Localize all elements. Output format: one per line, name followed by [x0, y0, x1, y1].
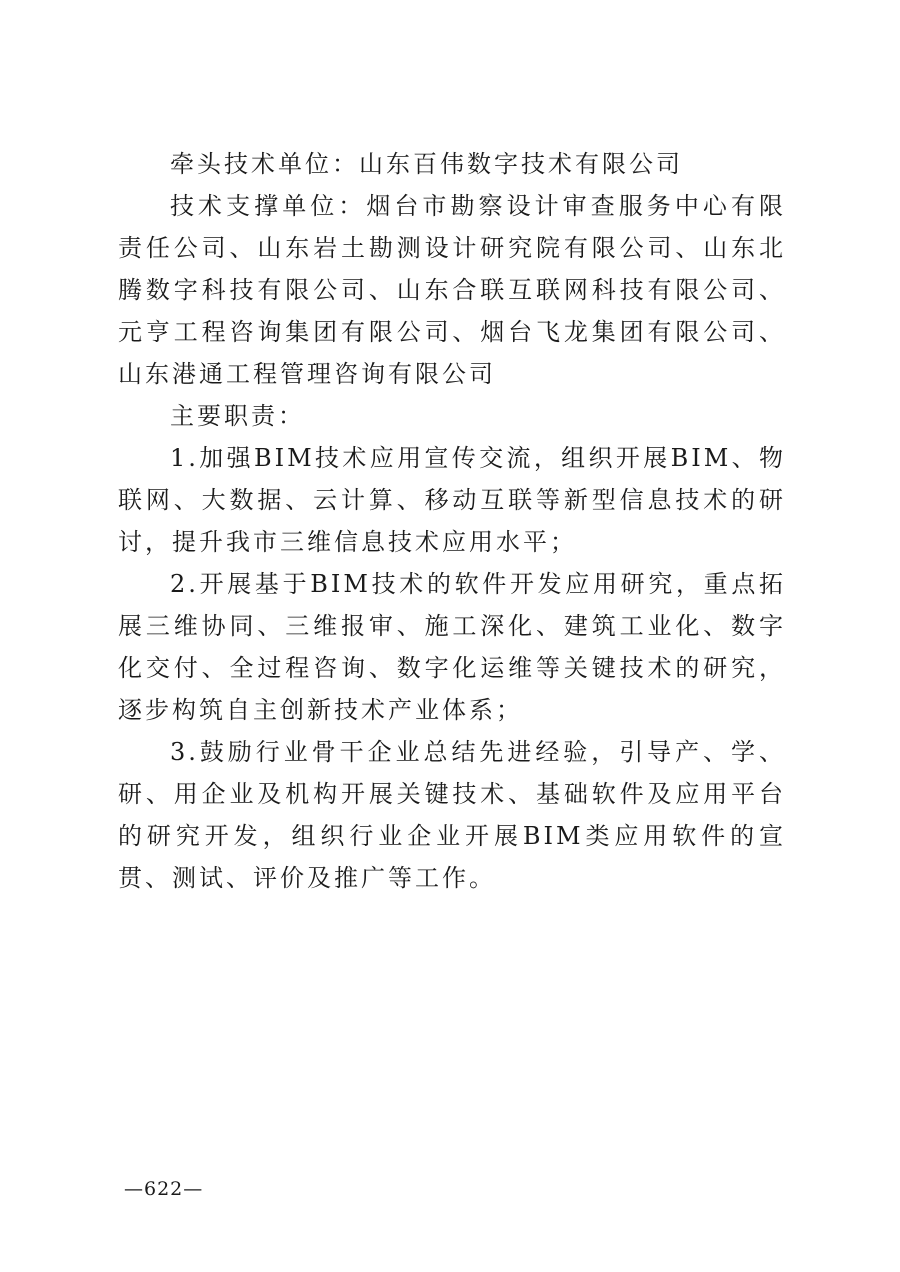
page-number: —622— [124, 1178, 204, 1200]
responsibilities-heading: 主要职责： [170, 402, 305, 430]
responsibility-item-1: 1.加强BIM技术应用宣传交流，组织开展BIM、物联网、大数据、云计算、移动互联等新型信息技术的研讨，提升我市三维信息技术应用水平； [118, 444, 786, 556]
support-units-paragraph: 技术支撑单位：烟台市勘察设计审查服务中心有限责任公司、山东岩土勘测设计研究院有限公司、山东北腾数字科技有限公司、山东合联互联网科技有限公司、元亨工程咨询集团有限公司、烟台飞龙集团有限公司、山东港通工程管理咨询有限公司 [118, 192, 786, 388]
responsibility-item-2: 2.开展基于BIM技术的软件开发应用研究，重点拓展三维协同、三维报审、施工深化、建筑工业化、数字化交付、全过程咨询、数字化运维等关键技术的研究，逐步构筑自主创新技术产业体系； [118, 570, 786, 724]
lead-unit-paragraph: 牵头技术单位：山东百伟数字技术有限公司 [170, 150, 683, 178]
document-body [118, 143, 786, 899]
responsibility-item-3: 3.鼓励行业骨干企业总结先进经验，引导产、学、研、用企业及机构开展关键技术、基础软件及应用平台的研究开发，组织行业企业开展BIM类应用软件的宣贯、测试、评价及推广等工作。 [118, 738, 786, 892]
